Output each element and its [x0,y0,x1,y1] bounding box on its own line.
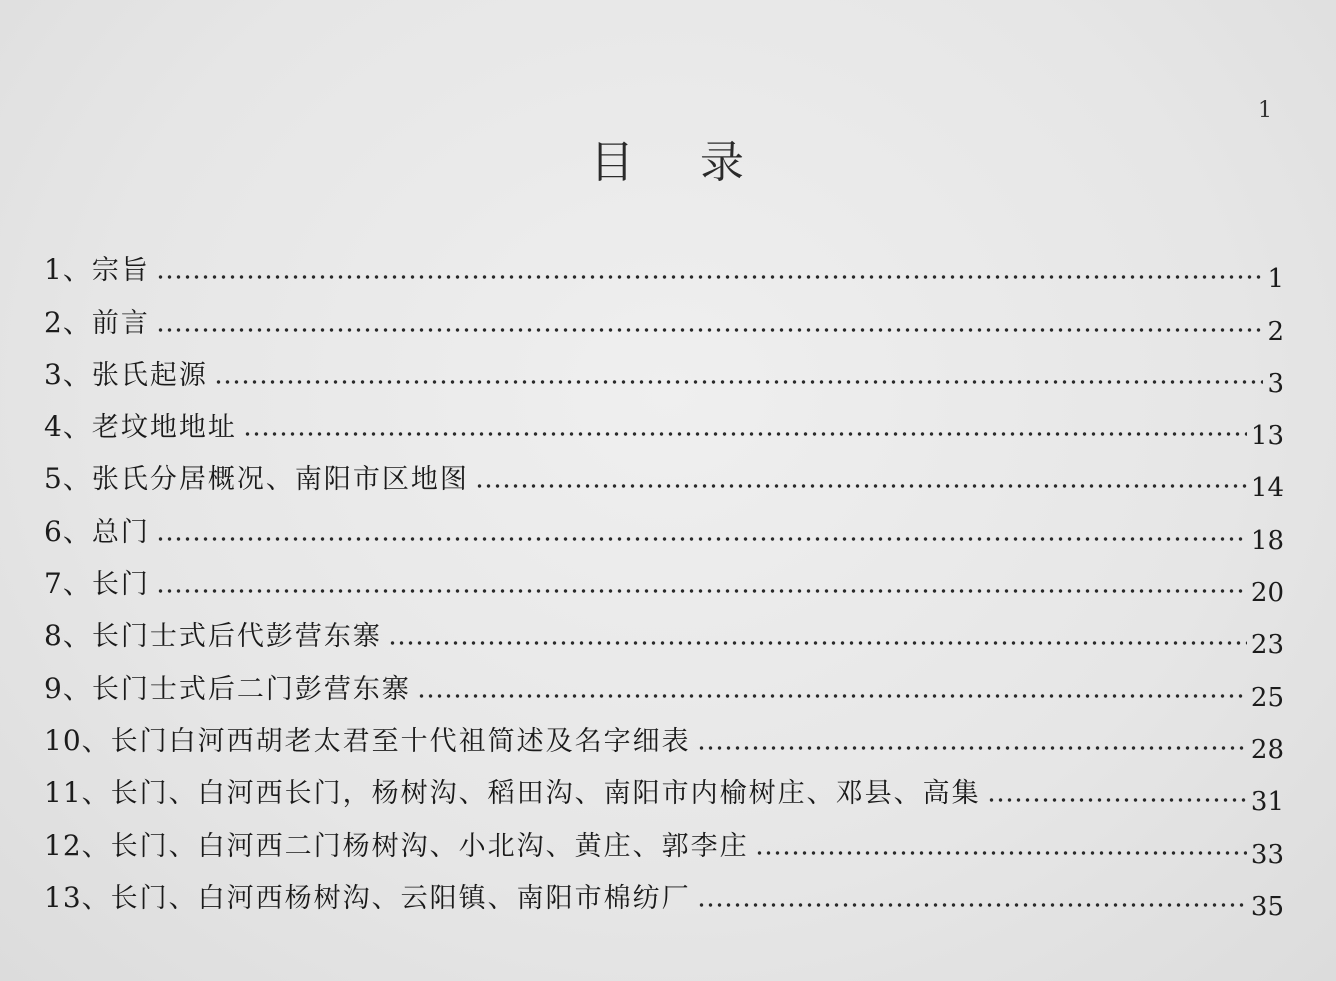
toc-entry-page: 1 [1267,264,1284,295]
toc-entry-page: 2 [1267,316,1284,347]
toc-entry-label: 长门、白河西杨树沟、云阳镇、南阳市棉纺厂 [110,882,691,914]
toc-entry-number: 13、 [44,880,111,914]
toc-entry-page: 13 [1250,421,1284,452]
table-of-contents [44,232,1284,922]
toc-entry [44,337,1284,399]
toc-entry-label: 长门士式后二门彭营东寨 [91,673,411,705]
toc-entry [44,441,1284,504]
toc-leader-dots [697,746,1247,750]
toc-entry [44,546,1284,609]
toc-entry-label: 宗旨 [91,255,150,287]
toc-entry [44,860,1284,922]
toc-entry-page: 31 [1250,787,1284,818]
toc-leader-dots [156,589,1247,593]
page-number: 1 [1258,98,1272,123]
toc-entry-label: 老坟地地址 [91,412,237,444]
toc-entry-page: 20 [1250,578,1284,609]
toc-entry-page: 23 [1250,630,1284,661]
toc-entry-label: 张氏分居概况、南阳市区地图 [91,464,469,496]
toc-entry-page: 18 [1250,525,1284,556]
toc-leader-dots [243,432,1247,436]
toc-entry-page: 28 [1250,734,1284,765]
toc-entry [44,284,1284,347]
toc-leader-dots [156,275,1264,279]
toc-entry-number: 8、 [44,619,92,653]
toc-entry [44,755,1284,818]
toc-entry-label: 前言 [91,307,150,339]
toc-entry [44,807,1284,870]
toc-leader-dots [755,851,1247,855]
toc-leader-dots [987,798,1247,802]
toc-entry [44,650,1284,713]
toc-entry-number: 4、 [44,410,92,444]
toc-entry-number: 3、 [44,357,92,391]
toc-entry-page: 33 [1250,839,1284,870]
toc-entry [44,598,1284,661]
toc-entry-label: 长门、白河西长门，杨树沟、稻田沟、南阳市内榆树庄、邓县、高集 [110,778,981,810]
toc-entry-number: 5、 [44,462,92,496]
toc-entry-number: 12、 [44,828,111,862]
toc-entry-number: 2、 [44,305,92,339]
toc-entry-number: 6、 [44,514,92,548]
toc-leader-dots [156,328,1264,332]
toc-leader-dots [388,641,1247,645]
title-char-2: 录 [700,137,746,188]
toc-entry [44,493,1284,556]
toc-leader-dots [475,484,1247,488]
toc-entry [44,703,1284,765]
toc-entry-number: 10、 [44,723,111,757]
toc-entry-number: 1、 [44,253,92,287]
toc-entry-label: 长门 [91,569,150,601]
toc-entry-page: 25 [1250,682,1284,713]
toc-entry-number: 11、 [44,776,111,810]
toc-entry [44,232,1284,295]
toc-entry-page: 35 [1250,891,1284,922]
toc-leader-dots [214,380,1264,384]
toc-leader-dots [156,537,1247,541]
toc-leader-dots [417,694,1247,698]
toc-entry-label: 张氏起源 [91,359,208,391]
title-char-1: 目 [590,137,636,188]
toc-entry-page: 3 [1267,368,1284,399]
toc-entry-label: 长门、白河西二门杨树沟、小北沟、黄庄、郭李庄 [110,830,749,862]
toc-entry-number: 9、 [44,671,92,705]
page-title [0,126,1336,190]
toc-entry [44,389,1284,452]
toc-entry-page: 14 [1250,473,1284,504]
toc-entry-number: 7、 [44,567,92,601]
toc-entry-label: 总门 [91,516,150,548]
toc-entry-label: 长门白河西胡老太君至十代祖简述及名字细表 [110,725,691,757]
toc-leader-dots [697,903,1247,907]
toc-entry-label: 长门士式后代彭营东寨 [91,621,382,653]
